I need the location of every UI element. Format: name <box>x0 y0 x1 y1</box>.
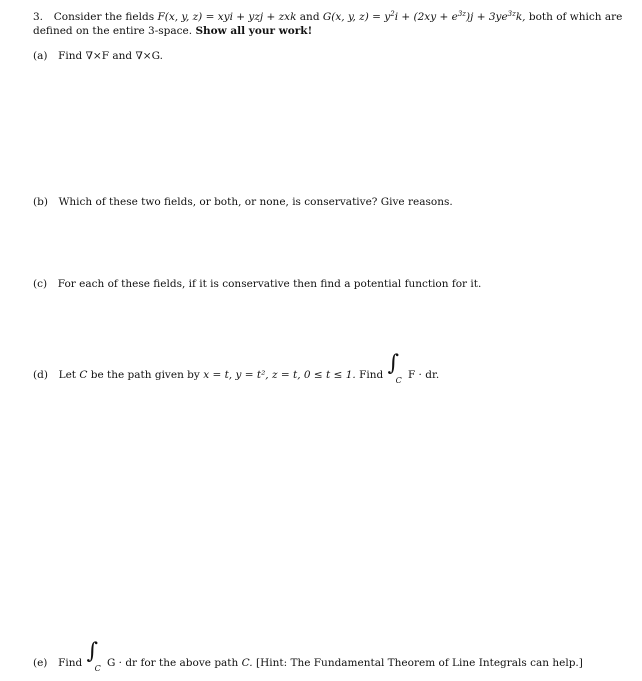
part-a-label: (a) <box>33 50 48 62</box>
intro-text: Consider the fields <box>53 11 155 23</box>
part-d-find: Find <box>359 369 384 381</box>
part-d-integrand: F · dr. <box>407 369 440 381</box>
field-F-definition: F(x, y, z) = xyi + yzj + zxk <box>157 11 297 23</box>
part-b-text: Which of these two fields, or both, or none, is conservative? Give reasons. <box>58 196 453 208</box>
intro-text-end: both of which are <box>528 11 623 23</box>
part-c <box>33 277 481 291</box>
problem-statement-line-2 <box>33 24 312 38</box>
part-b <box>33 195 453 209</box>
part-e <box>33 639 583 673</box>
part-a <box>33 49 163 63</box>
line-integral-symbol: ∫ C <box>387 351 402 385</box>
field-G-definition: G(x, y, $z) = y^2i + (2xy + e^{3z})j + 3ye^{3z}k$, <box>322 10 526 23</box>
part-e-text-a: for the above path <box>140 657 239 669</box>
part-a-text: Find ∇×F and ∇×G. <box>58 50 163 62</box>
part-e-find: Find <box>58 657 83 669</box>
path-C-symbol: C. <box>241 657 253 669</box>
part-e-hint: [Hint: The Fundamental Theorem of Line Integrals can help.] <box>255 657 583 669</box>
path-C-symbol: C <box>79 369 88 381</box>
and-word: and <box>299 11 320 23</box>
part-d-label: (d) <box>33 369 48 381</box>
part-e-label: (e) <box>33 657 48 669</box>
part-d <box>33 351 440 385</box>
show-work-instruction: Show all your work! <box>195 25 313 37</box>
part-d-text-b: be the path given by <box>90 369 200 381</box>
part-e-integrand: G · dr <box>106 657 138 669</box>
intro-line-2: defined on the entire 3-space. <box>33 25 193 37</box>
path-parametrization: x = t, y = t², z = t, 0 ≤ t ≤ 1. <box>203 369 356 381</box>
line-integral-symbol: ∫ C <box>86 639 101 673</box>
part-c-text: For each of these fields, if it is conservative then find a potential function for it. <box>57 278 482 290</box>
part-c-label: (c) <box>33 278 48 290</box>
problem-number: 3. <box>33 11 44 23</box>
problem-statement-line-1 <box>33 10 622 24</box>
part-b-label: (b) <box>33 196 48 208</box>
part-d-text-a: Let <box>58 369 77 381</box>
